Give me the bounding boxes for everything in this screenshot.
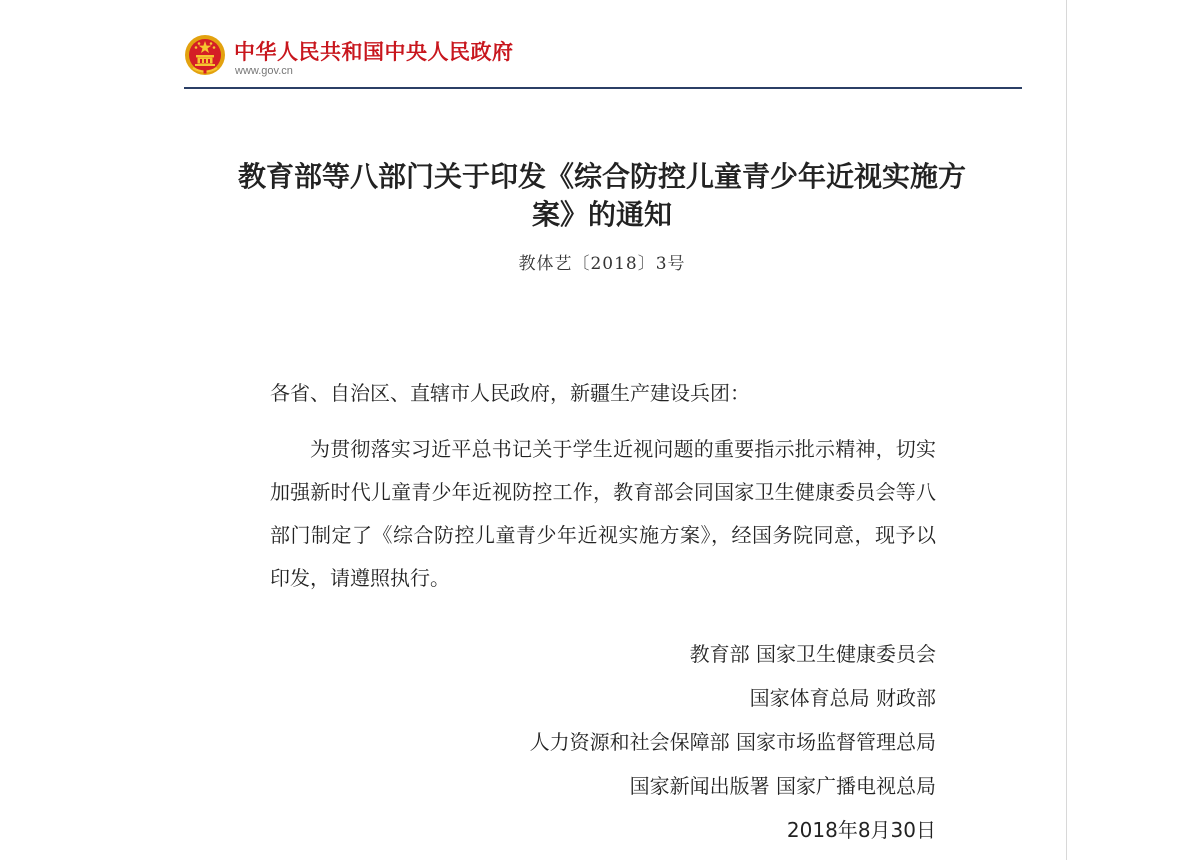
site-url[interactable]: www.gov.cn xyxy=(235,65,293,77)
document-number: 教体艺〔2018〕3号 xyxy=(518,254,686,274)
header-divider xyxy=(184,87,1022,89)
signatory-line: 人力资源和社会保障部 国家市场监督管理总局 xyxy=(529,730,936,754)
body-paragraph: 为贯彻落实习近平总书记关于学生近视问题的重要指示批示精神，切实加强新时代儿童青少年近视防控工作，教育部会同国家卫生健康委员会等八部门制定了《综合防控儿童青少年近视实施方案》，经国务院同意，现予以印发，请遵照执行。 xyxy=(270,437,936,590)
document-date: 2018年8月30日 xyxy=(786,818,936,842)
salutation: 各省、自治区、直辖市人民政府，新疆生产建设兵团： xyxy=(270,381,750,405)
signatory-line: 国家新闻出版署 国家广播电视总局 xyxy=(629,774,936,798)
document-body xyxy=(270,372,936,600)
site-name[interactable]: 中华人民共和国中央人民政府 xyxy=(234,40,514,64)
page-edge-divider xyxy=(1066,0,1067,860)
national-emblem-icon[interactable] xyxy=(184,34,226,76)
signatory-line: 国家体育总局 财政部 xyxy=(749,686,936,710)
signatory-line: 教育部 国家卫生健康委员会 xyxy=(689,642,936,666)
document-title: 教育部等八部门关于印发《综合防控儿童青少年近视实施方案》的通知 xyxy=(237,160,966,231)
signature-block xyxy=(530,632,936,852)
site-header xyxy=(184,34,1022,88)
